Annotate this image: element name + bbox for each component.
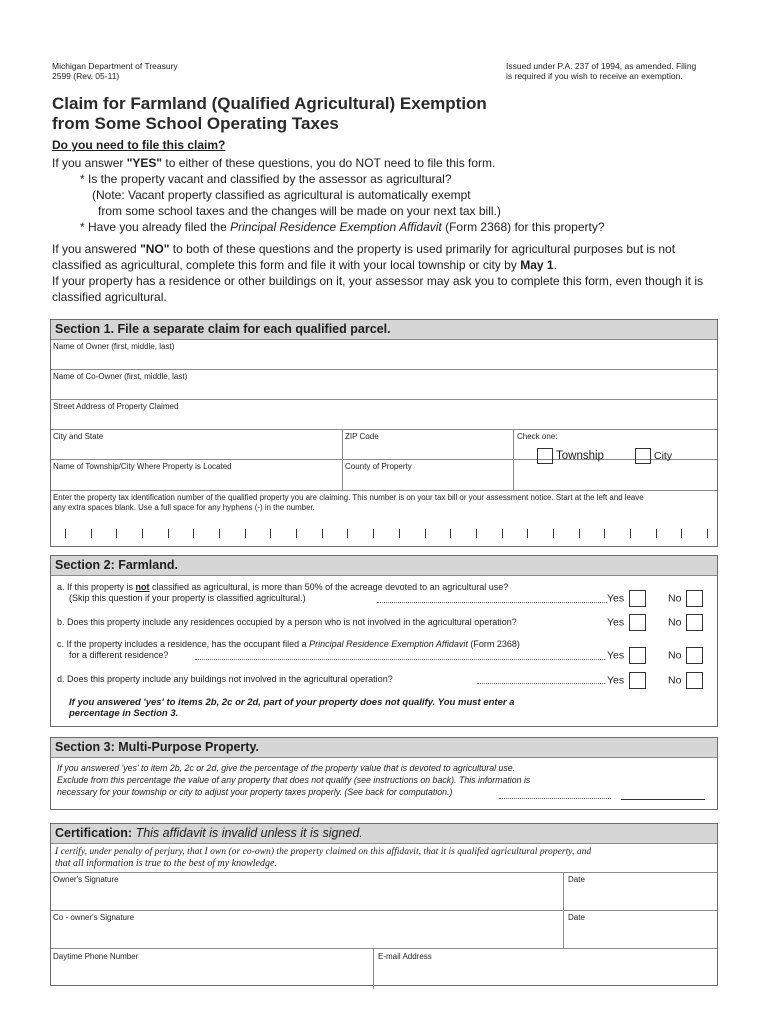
township-city-label: Name of Township/City Where Property is Located (53, 462, 232, 471)
intro-yes-bold: "YES" (126, 156, 163, 170)
parcel-tick (502, 529, 503, 538)
question-2d-text: d. Does this property include any buildings not involved in the agricultural operation? (57, 674, 393, 684)
q2a-post: classified as agricultural, is more than 50% of the acreage devoted to an agricultural use? (149, 582, 509, 592)
section-1 (50, 319, 718, 547)
coowner-date-field[interactable] (564, 911, 717, 948)
intro-question: Do you need to file this claim? (52, 138, 226, 152)
certification-text (51, 844, 717, 873)
owner-name-label: Name of Owner (first, middle, last) (53, 342, 175, 351)
parcel-tick (399, 529, 400, 538)
q2b-no-checkbox[interactable] (686, 614, 703, 631)
form-title-line-2: from Some School Operating Taxes (52, 114, 339, 133)
form-title-line-1: Claim for Farmland (Qualified Agricultural) Exemption (52, 94, 487, 113)
parcel-tick (142, 529, 143, 538)
intro-no-bold: "NO" (140, 242, 170, 256)
city-zip-row (51, 430, 717, 460)
parcel-tick (296, 529, 297, 538)
q2d-yes-label: Yes (607, 674, 625, 687)
parcel-tick (656, 529, 657, 538)
parcel-tick (707, 529, 708, 538)
parcel-instr-1: Enter the property tax identification number of the qualified property you are claiming. This number is on your tax bill or your assessment notice. Start at the left and leave (53, 493, 644, 502)
certification-title-italic: This affidavit is invalid unless it is signed. (132, 826, 363, 840)
email-field[interactable] (374, 949, 717, 989)
q2a-no-checkbox[interactable] (686, 590, 703, 607)
form-number: 2599 (Rev. 05-11) (52, 71, 120, 81)
owner-signature-field[interactable] (51, 873, 563, 910)
coowner-date-label: Date (568, 913, 585, 922)
certification-title-bold: Certification: (55, 826, 133, 840)
section-2-note-1: If you answered 'yes' to items 2b, 2c or 2d, part of your property does not qualify. You must enter a (69, 697, 515, 708)
intro-bullet-2 (52, 219, 732, 235)
owner-date-field[interactable] (564, 873, 717, 910)
percentage-field[interactable] (621, 793, 705, 800)
q2c-yes[interactable] (607, 647, 646, 664)
section-3-line-3: necessary for your township or city to adjust your property taxes properly. (See back for computation.) (57, 787, 453, 797)
parcel-tick (476, 529, 477, 538)
city-state-field[interactable] (51, 430, 342, 459)
section-2-title: Section 2: Farmland. (51, 556, 717, 576)
issued-note (506, 61, 716, 81)
q2c-no-label: No (668, 649, 682, 662)
parcel-tick (193, 529, 194, 538)
question-2b-text: b. Does this property include any residences occupied by a person who is not involved in the agricultural operation? (57, 617, 517, 627)
q2a-pre: a. If this property is (57, 582, 136, 592)
parcel-tick (245, 529, 246, 538)
intro-no-pre: If you answered (52, 242, 141, 256)
owner-name-field[interactable] (51, 340, 717, 370)
parcel-tick (373, 529, 374, 538)
q2c-no[interactable] (668, 647, 703, 664)
question-2a (57, 582, 757, 604)
intro-deadline: May 1 (520, 258, 554, 272)
intro-bullet-1: * Is the property vacant and classified by the assessor as agricultural? (80, 172, 452, 186)
form-title (52, 94, 487, 134)
intro-no2-end: . (553, 258, 557, 272)
question-2d (57, 674, 757, 685)
intro-instructions (52, 137, 732, 305)
intro-residence-1: If your property has a residence or other buildings on it, your assessor may ask you to complete this form, even though it is (52, 274, 703, 288)
email-label: E-mail Address (378, 952, 432, 961)
township-option-label: Township (556, 449, 604, 462)
q2b-yes-label: Yes (607, 616, 625, 629)
coowner-signature-row (51, 911, 717, 949)
owner-signature-row (51, 873, 717, 911)
q2d-yes[interactable] (607, 672, 646, 689)
intro-residence-2: classified agricultural. (52, 290, 167, 304)
question-2a-line-2: (Skip this question if your property is classified agricultural.) (69, 593, 306, 603)
q2b-no-label: No (668, 616, 682, 629)
section-3-line-2: Exclude from this percentage the value of any property that does not qualify (see instructions on back). This information is (57, 775, 531, 785)
certification-text-2: that all information is true to the best of my knowledge. (55, 858, 277, 869)
parcel-number-field[interactable] (51, 491, 717, 545)
township-checkbox[interactable] (537, 448, 553, 464)
parcel-tick (168, 529, 169, 538)
intro-yes-post: to either of these questions, you do NOT need to file this form. (162, 156, 496, 170)
q2c-yes-checkbox[interactable] (629, 647, 646, 664)
question-2c-line-1 (57, 639, 757, 650)
section-3-title: Section 3: Multi-Purpose Property. (51, 738, 717, 758)
parcel-instr-2: any extra spaces blank. Use a full space for any hyphens (-) in the number. (53, 503, 315, 512)
certification-section (50, 823, 718, 986)
coowner-name-field[interactable] (51, 370, 717, 400)
owner-signature-label: Owner's Signature (53, 875, 119, 884)
parcel-tick (347, 529, 348, 538)
q2a-no[interactable] (668, 590, 703, 607)
city-state-label: City and State (53, 432, 104, 441)
q2c-post: (Form 2368) (467, 639, 520, 649)
city-option[interactable] (635, 447, 672, 465)
issued-line-1: Issued under P.A. 237 of 1994, as amended. Filing (506, 61, 697, 71)
parcel-tick (527, 529, 528, 538)
intro-yes-pre: If you answer (52, 156, 127, 170)
q2a-yes-label: Yes (607, 592, 625, 605)
q2a-no-label: No (668, 592, 682, 605)
certification-title (51, 824, 717, 844)
zip-code-field[interactable] (343, 430, 513, 459)
parcel-tick (604, 529, 605, 538)
q2d-yes-checkbox[interactable] (629, 672, 646, 689)
intro-no-line-2 (52, 257, 732, 273)
parcel-tick (65, 529, 66, 538)
township-city-field[interactable] (51, 460, 342, 490)
parcel-tick (681, 529, 682, 538)
county-field[interactable] (343, 460, 513, 490)
parcel-tick (630, 529, 631, 538)
section-3 (50, 737, 718, 810)
owner-date-label: Date (568, 875, 585, 884)
phone-label: Daytime Phone Number (53, 952, 139, 961)
parcel-tick (91, 529, 92, 538)
question-2c-line-2: for a different residence? (69, 650, 169, 660)
intro-no2-pre: classified as agricultural, complete this form and file it with your local township or city by (52, 258, 521, 272)
agency-name: Michigan Department of Treasury (52, 61, 178, 71)
agency-header (52, 61, 178, 81)
contact-row (51, 949, 717, 989)
intro-bullet-2-post: (Form 2368) for this property? (441, 220, 605, 234)
q2c-no-checkbox[interactable] (686, 647, 703, 664)
city-option-label: City (654, 449, 673, 462)
parcel-tick (219, 529, 220, 538)
q2b-yes[interactable] (607, 614, 646, 631)
q2a-yes[interactable] (607, 590, 646, 607)
coowner-name-label: Name of Co-Owner (first, middle, last) (53, 372, 188, 381)
street-address-label: Street Address of Property Claimed (53, 402, 179, 411)
question-2b (57, 617, 757, 628)
question-2a-line-1 (57, 582, 757, 593)
q2d-no-label: No (668, 674, 682, 687)
section-3-text (51, 758, 717, 802)
certification-text-1: I certify, under penalty of perjury, that I own (or co-own) the property claimed on this affidavit, that it is qualifed agricultural property, and (55, 846, 592, 857)
intro-bullet-2-pre: * Have you already filed the (80, 220, 231, 234)
section-2-note-2: percentage in Section 3. (69, 708, 179, 719)
q2b-yes-checkbox[interactable] (629, 614, 646, 631)
question-2c (57, 639, 757, 661)
q2d-no-checkbox[interactable] (686, 672, 703, 689)
parcel-tick (322, 529, 323, 538)
q2a-not: not (135, 582, 150, 592)
intro-no-line-1 (52, 241, 732, 257)
check-one-label: Check one: (517, 432, 558, 441)
q2c-yes-label: Yes (607, 649, 625, 662)
phone-field[interactable] (51, 949, 373, 989)
township-county-row (51, 449, 717, 491)
intro-note-1: (Note: Vacant property classified as agricultural is automatically exempt (92, 188, 471, 202)
coowner-signature-label: Co - owner's Signature (53, 913, 135, 922)
parcel-number-tick-marks (65, 529, 707, 539)
q2a-yes-checkbox[interactable] (629, 590, 646, 607)
zip-code-label: ZIP Code (345, 432, 379, 441)
q2c-pre: c. If the property includes a residence, has the occupant filed a (57, 639, 310, 649)
issued-line-2: is required if you wish to receive an exemption. (506, 71, 683, 81)
parcel-tick (553, 529, 554, 538)
coowner-signature-field[interactable] (51, 911, 563, 948)
street-address-field[interactable] (51, 400, 717, 430)
parcel-tick (425, 529, 426, 538)
township-option[interactable] (537, 447, 604, 465)
parcel-tick (450, 529, 451, 538)
section-2 (50, 555, 718, 727)
q2c-italic: Principal Residence Exemption Affidavit (309, 639, 468, 649)
section-2-note (69, 697, 514, 719)
parcel-tick (579, 529, 580, 538)
parcel-instructions (51, 491, 717, 513)
section-3-line-1: If you answered 'yes' to item 2b, 2c or 2d, give the percentage of the property value that is devoted to agricultural use. (57, 763, 516, 773)
parcel-tick (270, 529, 271, 538)
intro-bullet-2-italic: Principal Residence Exemption Affidavit (230, 220, 442, 234)
section-1-title: Section 1. File a separate claim for each qualified parcel. (51, 320, 717, 340)
county-label: County of Property (345, 462, 412, 471)
city-checkbox[interactable] (635, 448, 651, 464)
q2b-no[interactable] (668, 614, 703, 631)
intro-yes-line (52, 155, 732, 171)
parcel-tick (116, 529, 117, 538)
q2d-no[interactable] (668, 672, 703, 689)
intro-note-2: from some school taxes and the changes will be made on your next tax bill.) (98, 204, 501, 218)
intro-no-post: to both of these questions and the property is used primarily for agricultural purposes but is not (169, 242, 676, 256)
